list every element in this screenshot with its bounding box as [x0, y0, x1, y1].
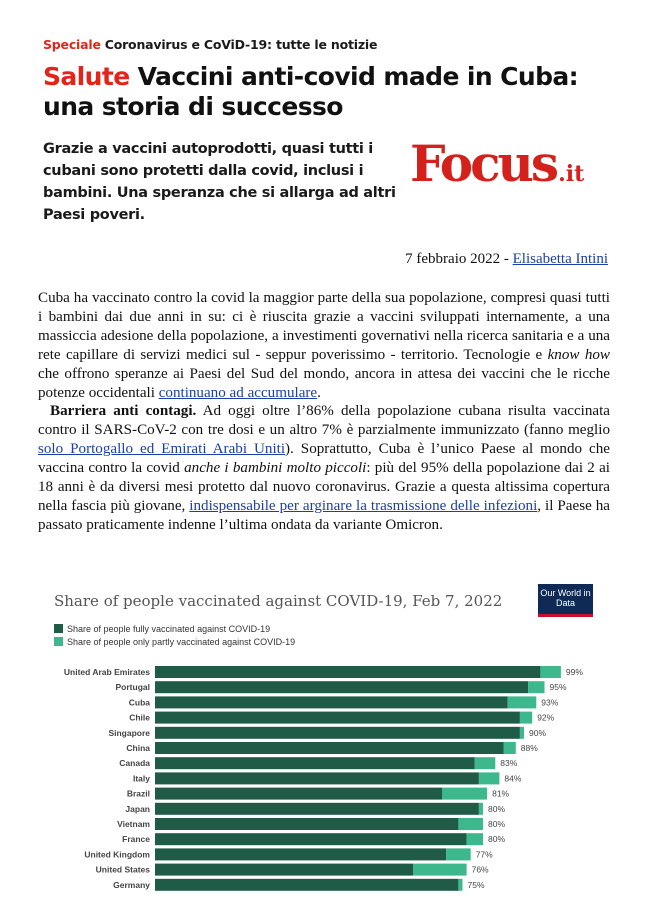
bar-partial — [504, 742, 516, 754]
paragraph-1 — [38, 289, 610, 402]
logo-tld: .it — [558, 161, 585, 187]
byline — [405, 251, 608, 268]
data-label: 83% — [500, 758, 518, 769]
bar-partial — [413, 864, 466, 876]
data-label: 92% — [537, 712, 555, 723]
data-label: 75% — [467, 879, 485, 890]
bar-partial — [479, 772, 500, 784]
data-label: 80% — [488, 819, 506, 829]
bar-partial — [508, 696, 537, 708]
category-label: Japan — [125, 803, 150, 814]
bar-partial — [458, 879, 462, 891]
p2-text-a: Ad oggi oltre l’86% della popolazione cubana risulta vaccinata contro il SARS-CoV-2 con tre dosi e un altro 7% è parzialmente immunizzato (fanno meglio — [38, 403, 611, 439]
p2-text-c: : più del 95% della popolazione dai 2 ai 18 anni è da diversi mesi protetto dal nuovo coronavirus. Grazie a questa altissima copertura nella fascia più giovane, — [38, 460, 610, 514]
category-label: China — [126, 743, 150, 753]
p1-text-c: . — [317, 384, 321, 401]
category-label: Cuba — [128, 697, 150, 708]
bar-full — [155, 803, 479, 815]
category-label: Vietnam — [117, 819, 150, 829]
legend-swatch-0 — [54, 624, 63, 633]
bar-partial — [528, 681, 544, 693]
data-label: 90% — [529, 727, 547, 738]
category-label: Canada — [119, 758, 150, 769]
data-label: 81% — [492, 788, 510, 799]
bar-full — [155, 712, 520, 724]
link-portogallo[interactable]: solo Portogallo ed Emirati Arabi Uniti — [38, 441, 286, 458]
legend-label-0: Share of people fully vaccinated against COVID-19 — [67, 624, 271, 634]
category-label: Italy — [132, 773, 150, 784]
data-label: 80% — [488, 803, 506, 814]
data-label: 77% — [475, 849, 493, 860]
paragraph-2 — [38, 402, 610, 534]
bar-full — [155, 833, 467, 845]
category-label: United States — [95, 864, 150, 875]
bar-partial — [475, 757, 496, 769]
bar-full — [155, 757, 475, 769]
chart-title: Share of people vaccinated against COVID-19, Feb 7, 2022 — [54, 592, 503, 610]
data-label: 99% — [565, 667, 583, 677]
bar-partial — [479, 803, 483, 815]
bar-partial — [540, 666, 561, 678]
bar-full — [155, 818, 458, 830]
author-link[interactable]: Elisabetta Intini — [512, 251, 608, 267]
subhead: Grazie a vaccini autoprodotti, quasi tutti i cubani sono protetti dalla covid, inclusi i bambini. Una speranza che si allarga ad altri Paesi poveri. — [43, 141, 396, 223]
data-label: 93% — [541, 697, 559, 708]
logo-name: Focus — [410, 134, 557, 193]
category-label: Portugal — [115, 682, 150, 693]
bar-partial — [446, 848, 471, 860]
p1-text-b: che offrono speranze ai Paesi del Sud del mondo, ancora in attesa dei vaccini che le ricche potenze occidentali — [38, 365, 610, 401]
bar-full — [155, 772, 479, 784]
p1-emphasis: know how — [547, 346, 610, 363]
link-continuano[interactable]: continuano ad accumulare — [158, 384, 318, 401]
page-title — [43, 62, 603, 122]
legend-swatch-1 — [54, 637, 63, 646]
bar-full — [155, 848, 446, 860]
bar-partial — [458, 818, 483, 830]
data-label: 84% — [504, 773, 522, 784]
link-indispensabile[interactable]: indispensabile per arginare la trasmissione delle infezioni — [189, 497, 538, 514]
bar-full — [155, 696, 508, 708]
category-label: Brazil — [126, 788, 150, 799]
title-text: Vaccini anti-covid made in Cuba: una storia di successo — [43, 62, 579, 121]
category-label: France — [122, 834, 150, 845]
section-link[interactable]: Speciale — [43, 37, 101, 52]
article-body — [38, 289, 610, 535]
data-label: 88% — [520, 743, 538, 753]
data-label: 76% — [471, 864, 489, 875]
data-label: 95% — [549, 682, 567, 693]
category-label: United Kingdom — [84, 849, 150, 860]
bar-partial — [442, 788, 487, 800]
topic-link[interactable]: Coronavirus e CoViD-19: tutte le notizie — [104, 37, 378, 52]
bar-full — [155, 666, 540, 678]
publish-date: 7 febbraio 2022 - — [405, 251, 513, 267]
bar-full — [155, 681, 528, 693]
p2-text-b: ). Soprattutto, Cuba è l’unico Paese al mondo che vaccina contro la covid — [38, 441, 610, 477]
bar-full — [155, 788, 442, 800]
kicker — [43, 37, 377, 52]
focus-logo[interactable] — [410, 136, 584, 202]
bar-partial — [520, 727, 524, 739]
bar-partial — [467, 833, 483, 845]
category-label: United Arab Emirates — [63, 667, 150, 677]
p2-lead: Barriera anti contagi. — [50, 403, 197, 420]
bar-full — [155, 742, 504, 754]
data-label: 80% — [488, 834, 506, 845]
vaccination-chart — [50, 584, 610, 890]
category-label: Singapore — [108, 727, 150, 738]
bar-partial — [520, 712, 532, 724]
owid-badge[interactable]: Our World in Data — [538, 584, 593, 617]
bar-full — [155, 727, 520, 739]
p1-text-a: Cuba ha vaccinato contro la covid la maggior parte della sua popolazione, compresi quasi tutti i bambini dai due anni in su: ci è riuscita grazie a vaccini sviluppati internamente, a una massiccia adesione della popolazione, a investimenti governativi nella ricerca sanitaria e a una rete capillare di servizi medici sul - seppur poverissimo - territorio. Tecnologie e — [38, 290, 610, 363]
p2-emphasis: anche i bambini molto piccoli — [184, 460, 367, 477]
chart-svg — [50, 584, 610, 890]
bar-full — [155, 879, 458, 891]
category-label: Chile — [129, 712, 150, 723]
category-label: Germany — [113, 879, 150, 890]
bar-full — [155, 864, 413, 876]
p2-text-d: , il Paese ha passato praticamente indenne l’ultima ondata da variante Omicron. — [38, 497, 610, 533]
category-label[interactable]: Salute — [43, 62, 130, 91]
legend-label-1: Share of people only partly vaccinated against COVID-19 — [67, 637, 296, 647]
